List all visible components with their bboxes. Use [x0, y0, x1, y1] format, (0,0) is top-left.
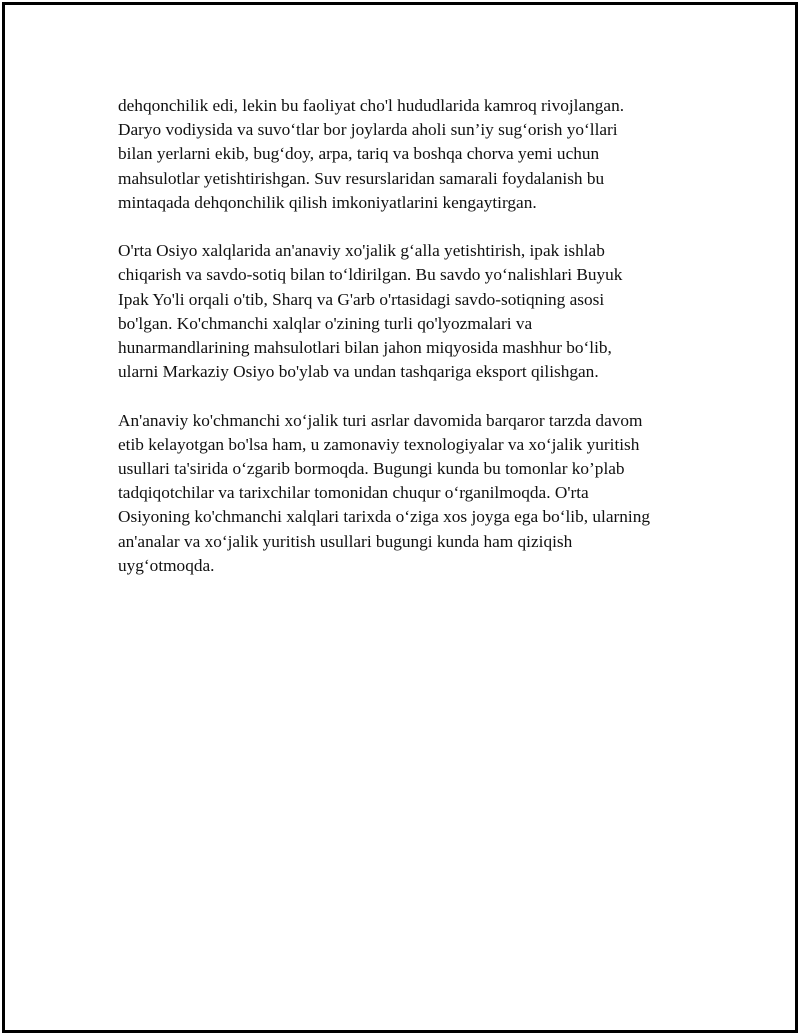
- paragraph-2: [118, 239, 698, 384]
- text-line: dehqonchilik edi, lekin bu faoliyat cho'l hududlarida kamroq rivojlangan.: [118, 96, 625, 115]
- text-line: bo'lgan. Ko'chmanchi xalqlar o'zining turli qo'lyozmalari va: [118, 313, 533, 333]
- paragraph-1: [118, 94, 698, 215]
- text-line: bilan yerlarni ekib, bug‘doy, arpa, tariq va boshqa chorva yemi uchun: [118, 144, 600, 164]
- text-line: An'anaviy ko'chmanchi xo‘jalik turi asrlar davomida barqaror tarzda davom: [118, 410, 643, 430]
- paragraph-3: [118, 409, 698, 578]
- text-line: etib kelayotgan bo'lsa ham, u zamonaviy texnologiyalar va xo‘jalik yuritish: [118, 434, 640, 454]
- text-line: ularni Markaziy Osiyo bo'ylab va undan tashqariga eksport qilishgan.: [118, 362, 599, 382]
- text-line: Daryo vodiysida va suvo‘tlar bor joylarda aholi sun’iy sug‘orish yo‘llari: [118, 120, 618, 140]
- text-line: Osiyoning ko'chmanchi xalqlari tarixda o‘ziga xos joyga ega bo‘lib, ularning: [118, 507, 650, 527]
- text-line: an'analar va xo‘jalik yuritish usullari bugungi kunda ham qiziqish: [118, 531, 573, 551]
- text-line: mahsulotlar yetishtirishgan. Suv resurslaridan samarali foydalanish bu: [118, 168, 605, 188]
- document-page: [2, 2, 798, 1033]
- text-line: chiqarish va savdo-sotiq bilan to‘ldirilgan. Bu savdo yo‘nalishlari Buyuk: [118, 265, 623, 285]
- text-line: mintaqada dehqonchilik qilish imkoniyatlarini kengaytirgan.: [118, 192, 537, 212]
- text-line: hunarmandlarining mahsulotlari bilan jahon miqyosida mashhur bo‘lib,: [118, 338, 612, 358]
- text-line: Ipak Yo'li orqali o'tib, Sharq va G'arb o'rtasidagi savdo-sotiqning asosi: [118, 289, 605, 309]
- text-line: uyg‘otmoqda.: [118, 555, 215, 575]
- document-body: [118, 94, 698, 602]
- text-line: tadqiqotchilar va tarixchilar tomonidan chuqur o‘rganilmoqda. O'rta: [118, 483, 589, 503]
- text-line: O'rta Osiyo xalqlarida an'anaviy xo'jalik g‘alla yetishtirish, ipak ishlab: [118, 241, 605, 261]
- text-line: usullari ta'sirida o‘zgarib bormoqda. Bugungi kunda bu tomonlar ko’plab: [118, 459, 625, 479]
